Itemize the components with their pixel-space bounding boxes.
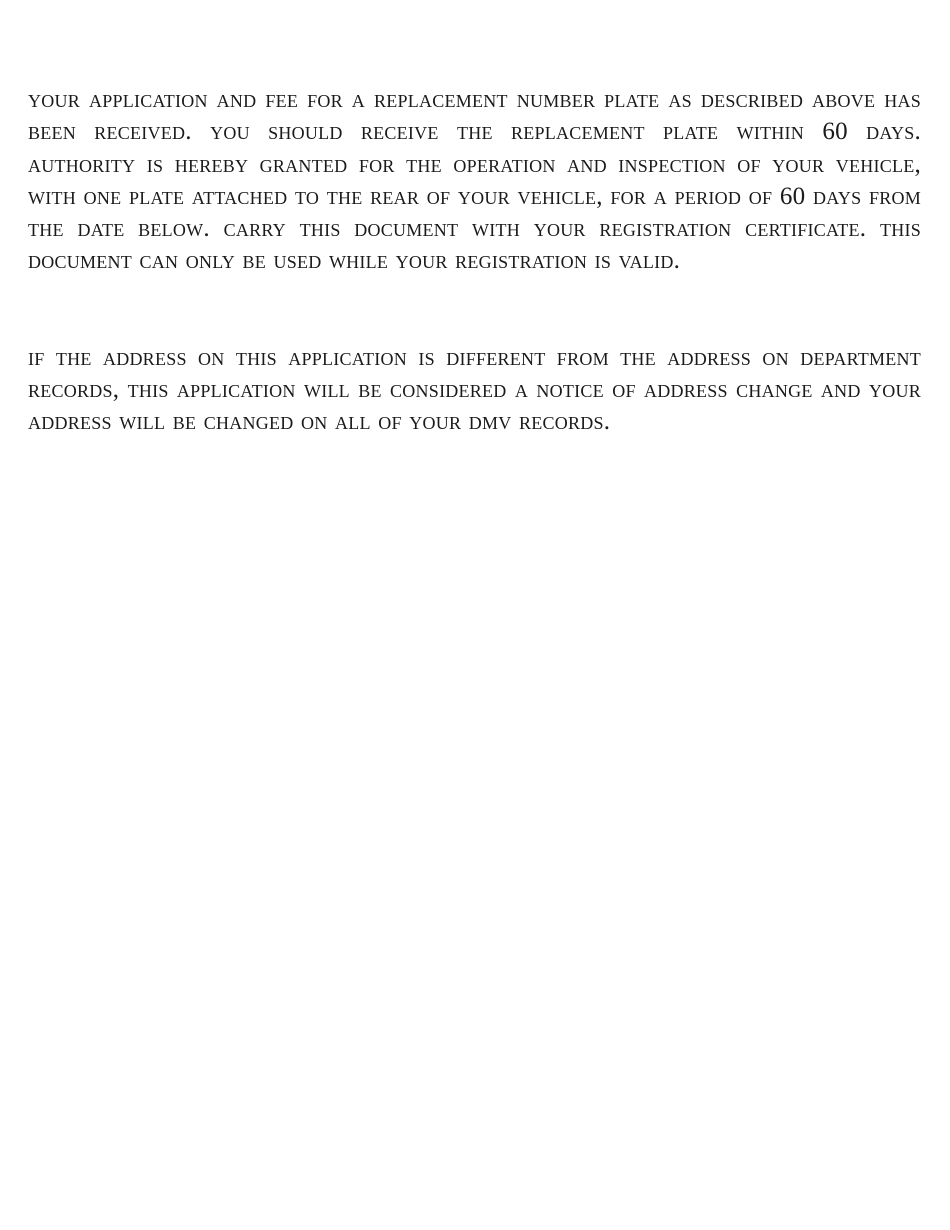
address-change-notice-paragraph: if the address on this application is different from the address on department records, this application will be considered a notice of address change and your address will be changed on all of your dmv records. bbox=[28, 343, 921, 436]
replacement-plate-notice-paragraph: your application and fee for a replacement number plate as described above has been received. you should receive the replacement plate within 60 days. authority is hereby granted for the operation and inspection of your vehicle, with one plate attached to the rear of your vehicle, for a period of 60 days from the date below. carry this document with your registration certificate. this document can only be used while your registration is valid. bbox=[28, 86, 921, 275]
